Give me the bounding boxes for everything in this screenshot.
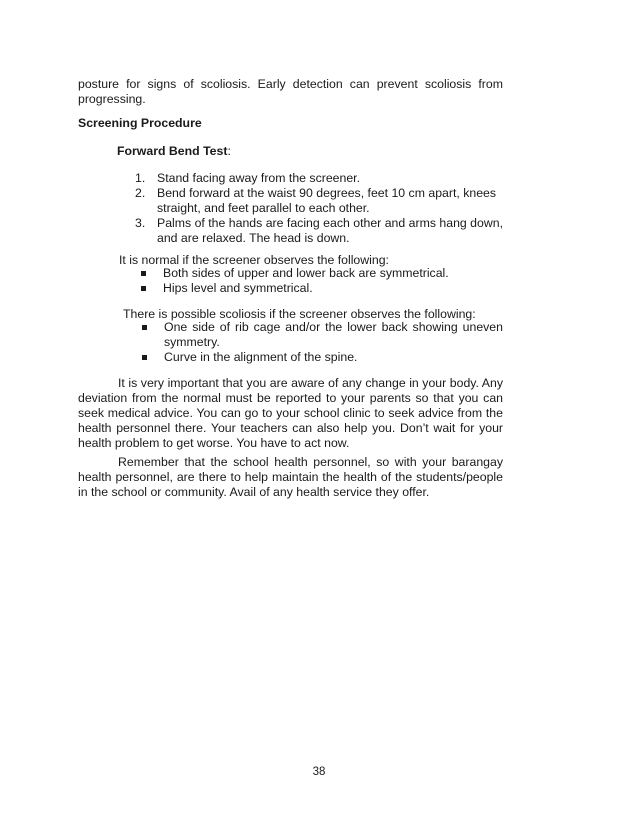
list-item — [135, 171, 503, 186]
step-number: 1. — [135, 171, 146, 185]
step-text: Palms of the hands are facing each other and arms hang down, and are relaxed. The head is down. — [157, 216, 503, 245]
bullet-square-icon — [142, 355, 147, 360]
test-title-line — [117, 144, 417, 159]
scoliosis-item-text: Curve in the alignment of the spine. — [164, 350, 358, 364]
step-text: Stand facing away from the screener. — [157, 171, 361, 185]
step-number: 3. — [135, 216, 146, 230]
bullet-square-icon — [142, 325, 147, 330]
list-item — [136, 350, 503, 365]
test-title-suffix: : — [227, 144, 231, 158]
test-title: Forward Bend Test — [117, 144, 228, 158]
normal-item-text: Hips level and symmetrical. — [163, 281, 313, 295]
bullet-square-icon — [141, 286, 146, 291]
bullet-square-icon — [141, 271, 146, 276]
list-item — [135, 186, 503, 216]
awareness-paragraph: It is very important that you are aware of any change in your body. Any deviation from the normal must be reported to your parents so that you can seek medical advice. You can go to your school clinic to seek advice from the health personnel there. Your teachers can also help you. Don’t wait for your health problem to get worse. You have to act now. — [78, 376, 503, 450]
scoliosis-intro: There is possible scoliosis if the screener observes the following: — [123, 307, 476, 321]
list-item — [135, 281, 503, 296]
scoliosis-list — [136, 320, 503, 365]
normal-item-text: Both sides of upper and lower back are symmetrical. — [163, 266, 449, 280]
section-heading: Screening Procedure — [78, 116, 202, 130]
list-item — [136, 320, 503, 350]
step-text: Bend forward at the waist 90 degrees, feet 10 cm apart, knees straight, and feet parallel to each other. — [157, 186, 497, 215]
page-number: 38 — [312, 766, 326, 778]
normal-list — [135, 266, 503, 296]
intro-paragraph: posture for signs of scoliosis. Early detection can prevent scoliosis from progressing. — [78, 77, 503, 106]
steps-list — [135, 171, 503, 246]
list-item — [135, 266, 503, 281]
step-number: 2. — [135, 186, 146, 200]
normal-intro: It is normal if the screener observes the following: — [119, 253, 389, 267]
scoliosis-item-text: One side of rib cage and/or the lower back showing uneven symmetry. — [164, 320, 503, 349]
list-item — [135, 216, 503, 246]
remember-paragraph: Remember that the school health personnel, so with your barangay health personnel, are there to help maintain the health of the students/people in the school or community. Avail of any health service they offer. — [78, 455, 503, 499]
